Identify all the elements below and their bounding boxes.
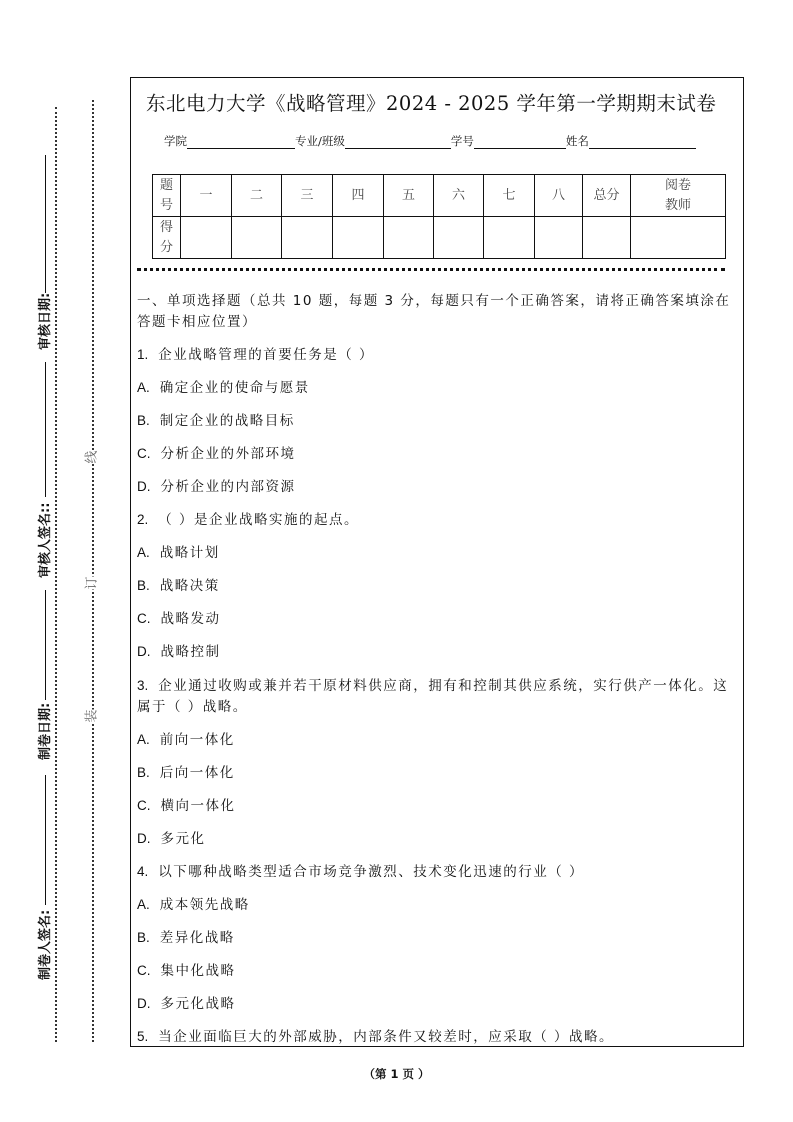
name-label: 姓名 xyxy=(565,134,589,148)
score-cell-7[interactable] xyxy=(484,217,535,259)
option-label: A. xyxy=(137,897,150,912)
major-class-label: 专业/班级 xyxy=(295,134,345,148)
major-class-field[interactable] xyxy=(345,134,451,149)
score-cell-total[interactable] xyxy=(583,217,631,259)
col-header-reviewer xyxy=(631,175,726,217)
score-cell-5[interactable] xyxy=(384,217,434,259)
col-header-total: 总分 xyxy=(583,175,631,217)
review-date-label: 审核日期: xyxy=(38,292,53,350)
student-info-row xyxy=(164,131,696,149)
question-5 xyxy=(137,1027,737,1060)
option-text: 集中化战略 xyxy=(160,963,236,979)
option-4c xyxy=(137,961,737,994)
question-number: 2. xyxy=(137,512,149,527)
question-number: 5. xyxy=(137,1029,149,1044)
option-text: 成本领先战略 xyxy=(159,897,250,913)
option-3d xyxy=(137,829,737,862)
college-field[interactable] xyxy=(187,134,295,149)
section-single-choice xyxy=(137,291,737,1060)
header-char: 题 xyxy=(159,177,173,193)
score-row-label xyxy=(153,217,181,259)
score-cell-2[interactable] xyxy=(232,217,282,259)
score-table-header-row xyxy=(153,175,726,217)
section-heading: 一、单项选择题（总共 10 题，每题 3 分，每题只有一个正确答案，请将正确答案填涂在答题卡相应位置） xyxy=(137,293,731,330)
score-cell-reviewer[interactable] xyxy=(631,217,726,259)
college-label: 学院 xyxy=(164,134,187,148)
reviewer-signature-line-top xyxy=(45,362,46,497)
option-3b xyxy=(137,763,737,796)
option-label: C. xyxy=(137,798,151,813)
question-number-header xyxy=(153,175,181,217)
option-label: B. xyxy=(137,930,150,945)
question-stem: 以下哪种战略类型适合市场竞争激烈、技术变化迅速的行业（ ） xyxy=(158,864,585,880)
header-char: 号 xyxy=(159,197,173,213)
option-label: B. xyxy=(137,765,150,780)
option-text: 分析企业的外部环境 xyxy=(160,446,296,462)
option-label: C. xyxy=(137,963,151,978)
option-2c xyxy=(137,609,737,642)
question-stem: 当企业面临巨大的外部威胁，内部条件又较差时，应采取（ ）战略。 xyxy=(158,1029,615,1045)
option-text: 多元化 xyxy=(160,831,206,847)
exam-page-frame xyxy=(130,77,744,1047)
col-header-4: 四 xyxy=(333,175,384,217)
question-number: 1. xyxy=(137,347,149,362)
maker-date-label: 制卷日期: xyxy=(38,702,53,760)
page-number: （第 1 页 ） xyxy=(363,1067,430,1081)
option-1a xyxy=(137,378,737,411)
col-header-2: 二 xyxy=(232,175,282,217)
option-text: 前向一体化 xyxy=(159,732,235,748)
score-cell-8[interactable] xyxy=(535,217,583,259)
reviewer-signature-label: 审核人签名:: xyxy=(38,502,53,578)
option-label: B. xyxy=(137,578,150,593)
score-table xyxy=(152,174,726,259)
question-3 xyxy=(137,675,737,718)
header-char: 阅卷 xyxy=(664,177,691,193)
option-text: 战略决策 xyxy=(159,578,220,594)
score-cell-3[interactable] xyxy=(282,217,333,259)
option-text: 分析企业的内部资源 xyxy=(160,479,296,495)
score-cell-4[interactable] xyxy=(333,217,384,259)
option-2b xyxy=(137,576,737,609)
score-cell-6[interactable] xyxy=(434,217,484,259)
option-2a xyxy=(137,543,737,576)
score-table-score-row xyxy=(153,217,726,259)
option-1c xyxy=(137,444,737,477)
option-label: A. xyxy=(137,380,150,395)
option-3a xyxy=(137,730,737,763)
option-4d xyxy=(137,994,737,1027)
student-id-label: 学号 xyxy=(450,134,474,148)
col-header-5: 五 xyxy=(384,175,434,217)
option-label: D. xyxy=(137,479,151,494)
reviewer-signature-line[interactable] xyxy=(45,590,46,700)
dotted-separator xyxy=(137,268,725,271)
header-char: 分 xyxy=(159,239,173,255)
review-date-line[interactable] xyxy=(45,155,46,293)
option-text: 差异化战略 xyxy=(159,930,235,946)
option-label: B. xyxy=(137,413,150,428)
question-1 xyxy=(137,345,737,378)
col-header-8: 八 xyxy=(535,175,583,217)
col-header-1: 一 xyxy=(181,175,232,217)
option-label: C. xyxy=(137,611,151,626)
option-4b xyxy=(137,928,737,961)
question-stem: 企业战略管理的首要任务是（ ） xyxy=(158,347,375,363)
col-header-6: 六 xyxy=(434,175,484,217)
question-stem: （ ）是企业战略实施的起点。 xyxy=(158,512,360,528)
binding-char-bind: 装 xyxy=(84,709,100,723)
option-2d xyxy=(137,642,737,675)
option-label: A. xyxy=(137,732,150,747)
question-number: 4. xyxy=(137,864,149,879)
maker-signature-label: 制卷人签名: xyxy=(38,909,53,980)
binding-char-line: 线 xyxy=(84,450,100,464)
header-char: 教师 xyxy=(664,197,691,213)
option-text: 后向一体化 xyxy=(159,765,235,781)
option-text: 制定企业的战略目标 xyxy=(159,413,295,429)
maker-date-line[interactable] xyxy=(45,775,46,905)
name-field[interactable] xyxy=(589,134,696,149)
question-stem: 企业通过收购或兼并若干原材料供应商，拥有和控制其供应系统，实行供产一体化。这属于（ ）战略。 xyxy=(137,678,729,715)
option-label: C. xyxy=(137,446,151,461)
option-text: 确定企业的使命与愿景 xyxy=(159,380,310,396)
exam-title: 东北电力大学《战略管理》2024 - 2025 学年第一学期期末试卷 xyxy=(146,92,717,115)
option-3c xyxy=(137,796,737,829)
binding-char-staple: 订 xyxy=(84,576,100,590)
col-header-3: 三 xyxy=(282,175,333,217)
option-text: 战略发动 xyxy=(160,611,221,627)
col-header-7: 七 xyxy=(484,175,535,217)
option-label: D. xyxy=(137,831,151,846)
option-label: A. xyxy=(137,545,150,560)
option-4a xyxy=(137,895,737,928)
student-id-field[interactable] xyxy=(474,134,566,149)
option-text: 战略计划 xyxy=(159,545,220,561)
option-label: D. xyxy=(137,996,151,1011)
header-char: 得 xyxy=(159,219,173,235)
option-label: D. xyxy=(137,644,151,659)
question-number: 3. xyxy=(137,678,149,693)
binding-dotted-line-inner xyxy=(92,100,94,1042)
question-2 xyxy=(137,510,737,543)
option-text: 战略控制 xyxy=(160,644,221,660)
option-1b xyxy=(137,411,737,444)
question-4 xyxy=(137,862,737,895)
score-cell-1[interactable] xyxy=(181,217,232,259)
option-text: 多元化战略 xyxy=(160,996,236,1012)
option-text: 横向一体化 xyxy=(160,798,236,814)
option-1d xyxy=(137,477,737,510)
